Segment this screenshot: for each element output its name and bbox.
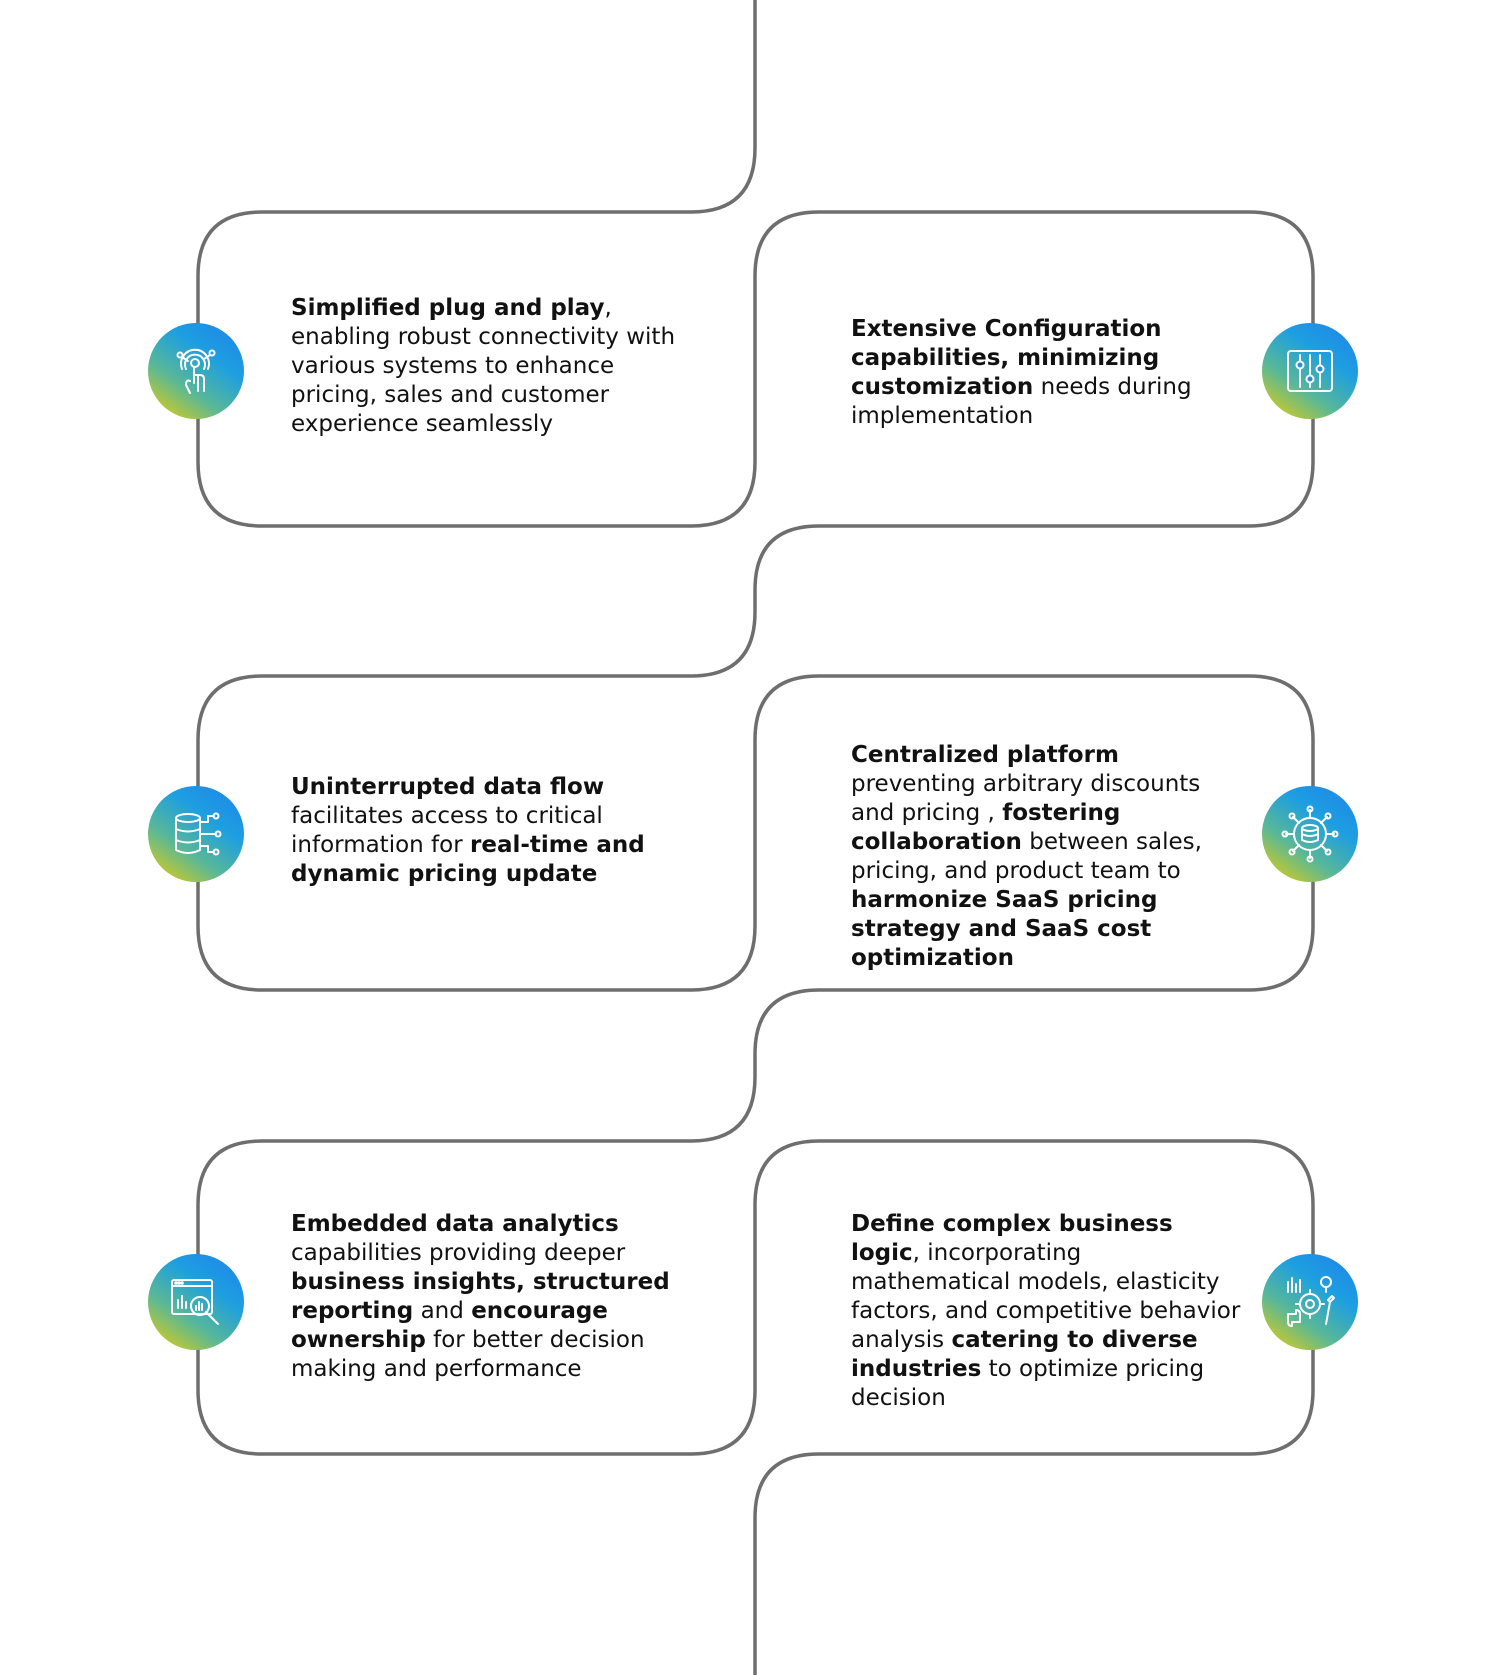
card-text-business-logic [851,1210,1241,1413]
card-highlight: Uninterrupted data flow [291,774,605,800]
icon-badge-plug-and-play [148,323,244,419]
card-text-configuration [851,315,1241,431]
card-body-text: facilitates access to critical information for [291,803,603,858]
card-highlight: Extensive Configuration capabilities, minimizing customization [851,316,1162,400]
icon-badge-embedded-analytics [148,1254,244,1350]
card-highlight: Embedded data analytics [291,1211,619,1237]
icon-badge-configuration [1262,323,1358,419]
card-highlight: Define complex business logic [851,1211,1173,1266]
card-body-text: to optimize pricing decision [851,1356,1205,1411]
card-body-text: for better decision making and performance [291,1327,645,1382]
card-highlight: real-time and dynamic pricing update [291,832,645,887]
card-text-centralized-platform [851,741,1241,973]
icon-badge-business-logic [1262,1254,1358,1350]
card-body-text: needs during implementation [851,374,1192,429]
database-network-icon [164,802,228,866]
card-highlight: Centralized platform [851,742,1119,768]
card-body-text: and [413,1298,472,1324]
touch-connectivity-icon [164,339,228,403]
card-highlight: catering to diverse industries [851,1327,1198,1382]
card-body-text: preventing arbitrary discounts and pricing , [851,771,1201,826]
card-text-plug-and-play [291,294,681,439]
card-body-text: , incorporating mathematical models, elasticity factors, and competitive behavior analysis [851,1240,1241,1353]
business-logic-icon [1278,1270,1342,1334]
card-body-text: , enabling robust connectivity with various systems to enhance pricing, sales and customer experience seamlessly [291,295,676,437]
card-body-text: capabilities providing deeper [291,1240,626,1266]
card-highlight: harmonize SaaS pricing strategy and SaaS cost optimization [851,887,1158,971]
icon-badge-centralized-platform [1262,786,1358,882]
central-hub-icon [1278,802,1342,866]
card-highlight: business insights, structured reporting [291,1269,670,1324]
icon-badge-data-flow [148,786,244,882]
card-highlight: Simplified plug and play [291,295,605,321]
analytics-magnifier-icon [164,1270,228,1334]
card-highlight: encourage ownership [291,1298,608,1353]
sliders-icon [1278,339,1342,403]
card-text-data-flow [291,773,681,889]
card-body-text: between sales, pricing, and product team to [851,829,1202,884]
card-highlight: fostering collaboration [851,800,1121,855]
card-text-embedded-analytics [291,1210,681,1384]
